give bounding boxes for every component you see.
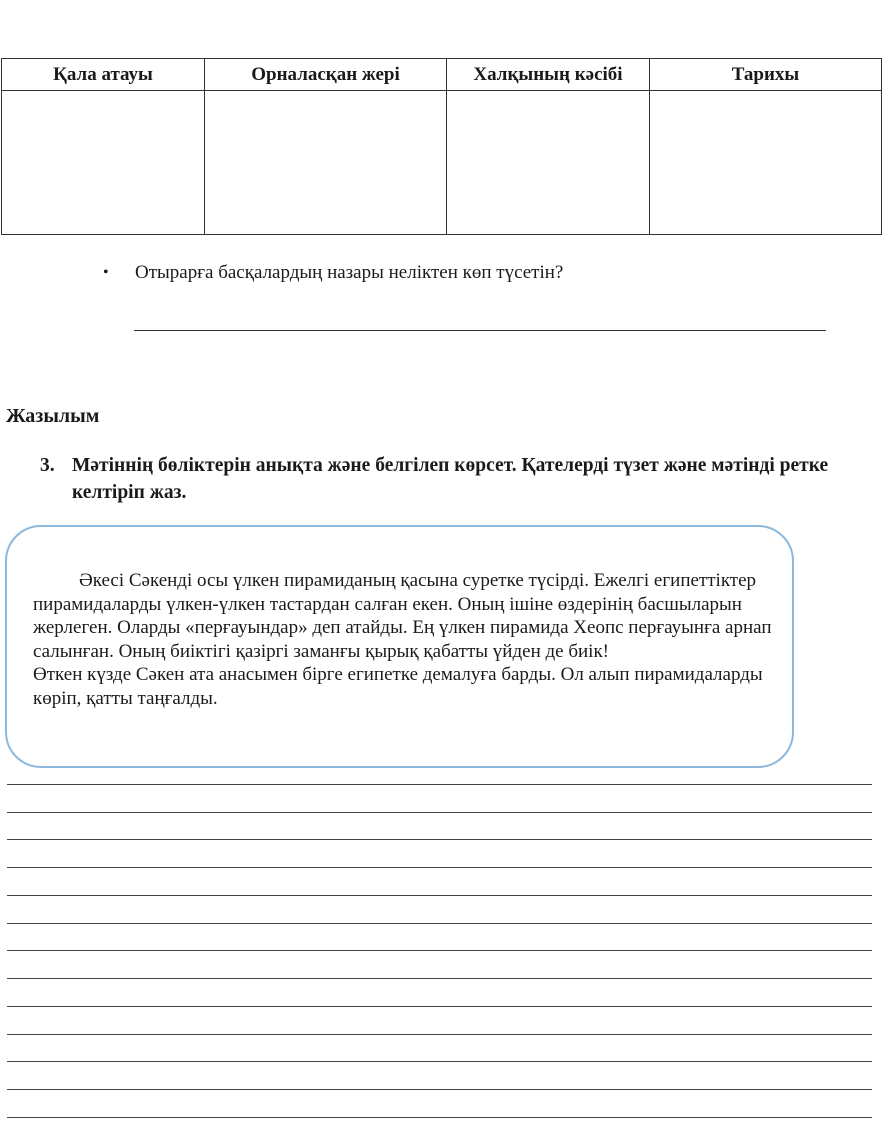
writing-line[interactable] — [7, 1089, 872, 1090]
passage-paragraph-1: Әкесі Сәкенді осы үлкен пирамиданың қасына суретке түсірді. Ежелгі египеттіктер пирамидаларды үлкен-үлкен тастардан салған екен. Оның ішіне өздерінің басшыларын жерлеген. Оларды «перғауындар» деп атайды. Ең үлкен пирамида Хеопс перғауынға арнап салынған. Оның биіктігі қазіргі заманғы қырық қабатты үйден де биік! — [33, 570, 772, 662]
writing-line[interactable] — [7, 1006, 872, 1007]
writing-line[interactable] — [7, 1034, 872, 1035]
section-title: Жазылым — [6, 405, 100, 427]
column-header-occupation: Халқының кәсібі — [447, 59, 650, 91]
question-text: Отырарға басқалардың назары неліктен көп түсетін? — [135, 262, 564, 283]
bullet-icon: • — [103, 264, 109, 281]
writing-line[interactable] — [7, 784, 872, 785]
writing-line[interactable] — [7, 923, 872, 924]
column-header-location: Орналасқан жері — [205, 59, 447, 91]
writing-line[interactable] — [7, 1117, 872, 1118]
writing-line[interactable] — [7, 812, 872, 813]
table-header-row — [2, 59, 882, 91]
writing-line[interactable] — [7, 978, 872, 979]
answer-line[interactable] — [134, 330, 826, 331]
passage-box — [5, 525, 794, 768]
writing-line[interactable] — [7, 895, 872, 896]
writing-line[interactable] — [7, 1061, 872, 1062]
writing-line[interactable] — [7, 839, 872, 840]
task-text: Мәтіннің бөліктерін анықта және белгілеп көрсет. Қателерді түзет және мәтінді ретке келтіріп жаз. — [72, 455, 829, 503]
passage-paragraph-2: Өткен күзде Сәкен ата анасымен бірге египетке демалуға барды. Ол алып пирамидаларды көріп, қатты таңғалды. — [33, 664, 763, 709]
table-cell-occupation[interactable] — [447, 91, 650, 235]
column-header-city-name: Қала атауы — [2, 59, 205, 91]
task-instruction — [40, 452, 880, 506]
table-cell-history[interactable] — [650, 91, 882, 235]
passage-text — [33, 569, 793, 710]
writing-line[interactable] — [7, 950, 872, 951]
question-item — [103, 262, 563, 284]
table-cell-location[interactable] — [205, 91, 447, 235]
column-header-history: Тарихы — [650, 59, 882, 91]
task-number: 3. — [40, 455, 55, 476]
table-row — [2, 91, 882, 235]
writing-line[interactable] — [7, 867, 872, 868]
info-table — [1, 58, 882, 235]
table-cell-city-name[interactable] — [2, 91, 205, 235]
